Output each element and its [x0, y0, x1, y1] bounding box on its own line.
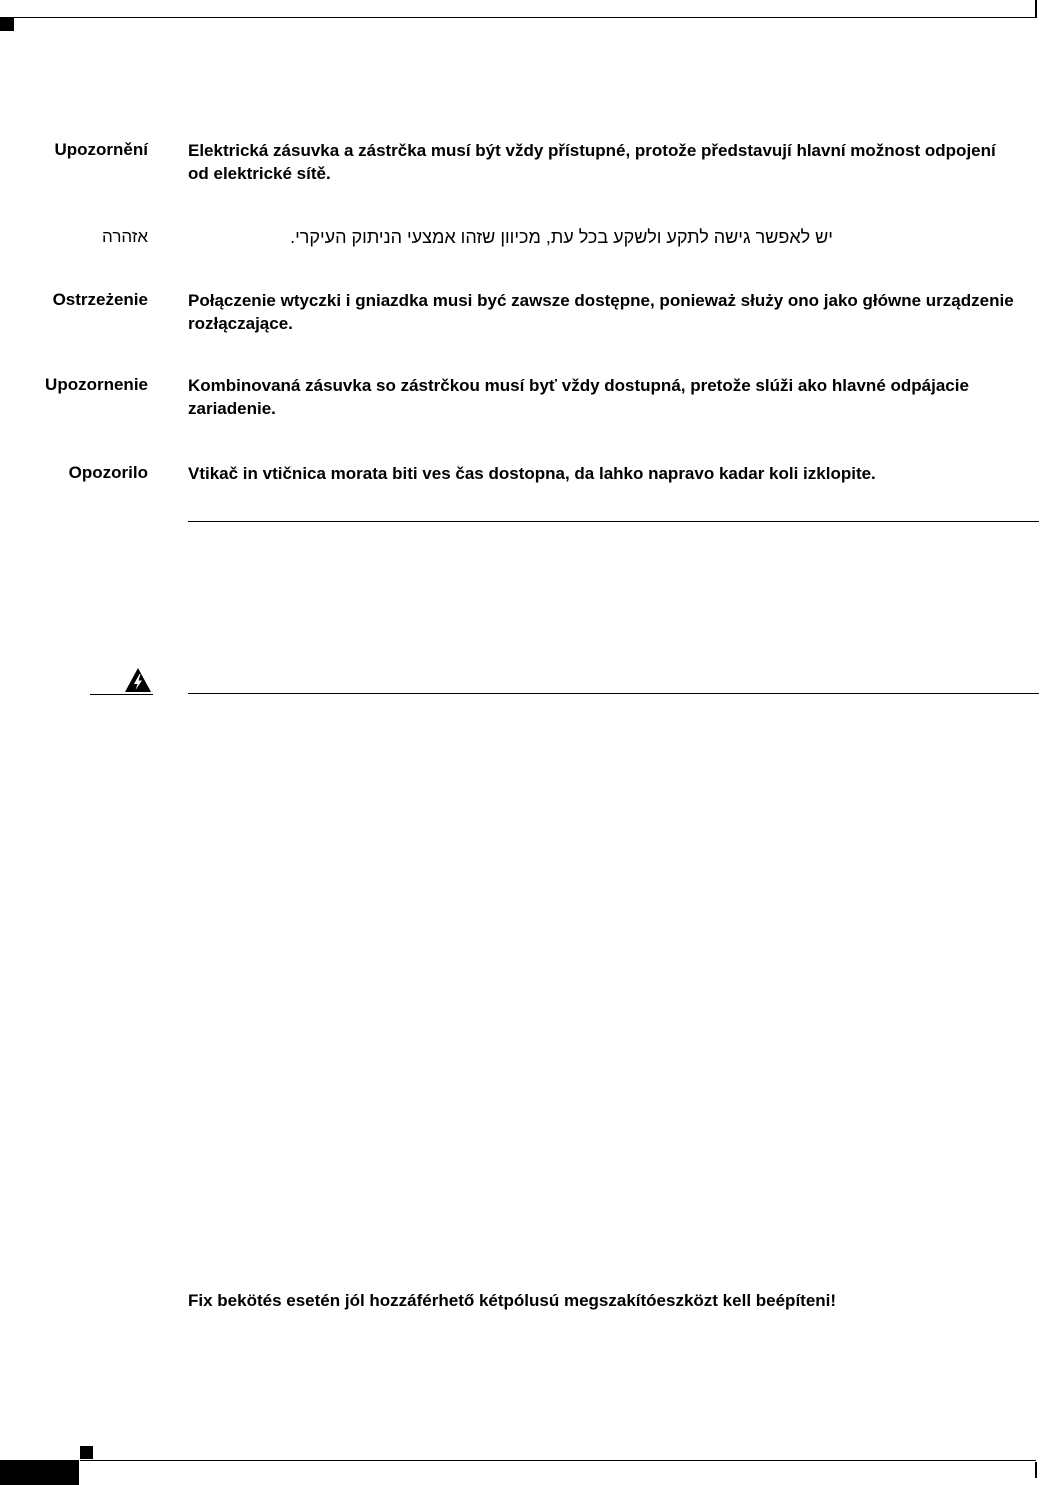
bottom-right-tick — [1035, 1462, 1037, 1478]
bottom-marker — [80, 1446, 93, 1459]
section-divider — [188, 521, 1039, 522]
top-right-tick — [1035, 0, 1037, 18]
warning-label: Ostrzeżenie — [52, 290, 148, 309]
warning-label: Upozornění — [54, 140, 148, 159]
warning-text: Połączenie wtyczki i gniazdka musi być zawsze dostępne, ponieważ służy ono jako główne urządzenie rozłączające. — [188, 291, 1014, 333]
icon-underline — [90, 694, 153, 695]
warning-lightning-icon — [124, 667, 152, 693]
warning-text: יש לאפשר גישה לתקע ולשקע בכל עת, מכיוון שזהו אמצעי הניתוק העיקרי. — [290, 227, 833, 247]
warning-text: Kombinovaná zásuvka so zástrčkou musí byť vždy dostupná, pretože slúži ako hlavné odpájacie zariadenie. — [188, 376, 969, 418]
hungarian-warning-text: Fix bekötés esetén jól hozzáférhető kétpólusú megszakítóeszközt kell beépíteni! — [188, 1291, 837, 1310]
top-left-marker — [0, 18, 14, 31]
page-tab-block — [0, 1460, 79, 1485]
warning-label: Upozornenie — [45, 375, 148, 394]
top-rule — [0, 17, 1036, 18]
warning-text: Vtikač in vtičnica morata biti ves čas dostopna, da lahko napravo kadar koli izklopite. — [188, 464, 876, 483]
warning-header-rule — [188, 693, 1039, 694]
warning-label: אזהרה — [102, 227, 148, 246]
warning-text: Elektrická zásuvka a zástrčka musí být vždy přístupné, protože představují hlavní možnost odpojení od elektrické sítě. — [188, 141, 996, 183]
warning-label: Opozorilo — [68, 463, 148, 482]
bottom-rule — [80, 1460, 1036, 1461]
